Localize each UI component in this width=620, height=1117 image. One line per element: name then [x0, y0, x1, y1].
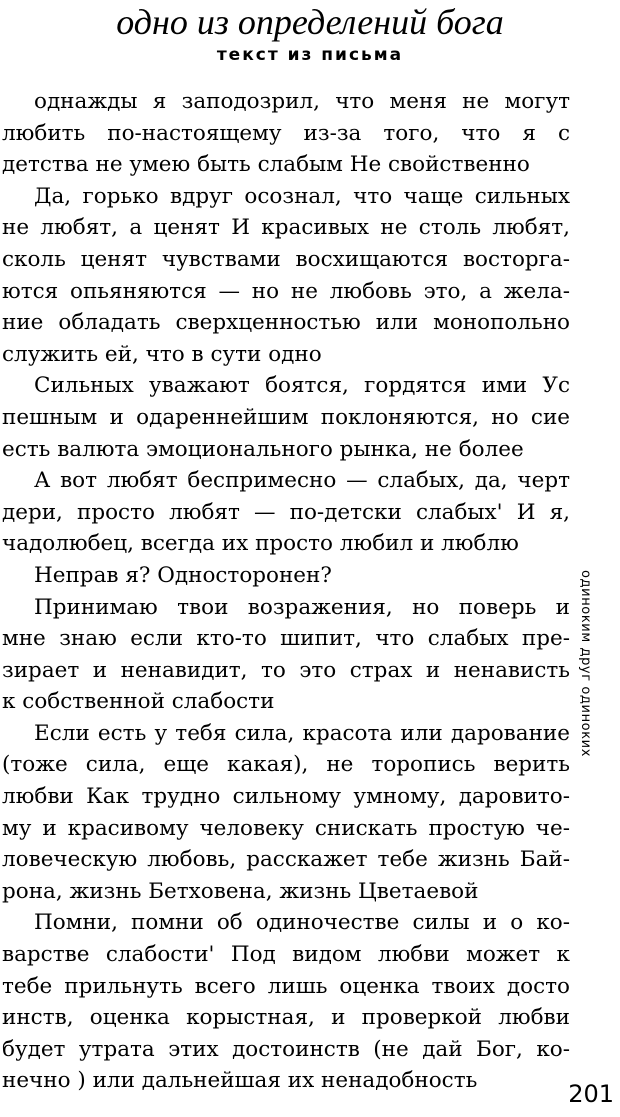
text-line: мне знаю если кто-то шипит, что слабых пре-: [2, 626, 570, 652]
text-line: Сильных уважают боятся, гордятся ими Ус: [34, 373, 570, 399]
text-line: ются опьяняются — но не любовь это, а жела-: [2, 278, 570, 304]
text-line: инств, оценка корыстная, и проверкой любви: [2, 1005, 570, 1031]
text-line: служить ей, что в сути одно: [2, 341, 322, 367]
text-line: Если есть у тебя сила, красота или дарование: [34, 720, 570, 746]
text-line: любви Как трудно сильному умному, даровито-: [2, 784, 570, 810]
text-line: Да, горько вдруг осознал, что чаще сильных: [34, 183, 570, 209]
text-line: пешным и одареннейшим поклоняются, но сие: [2, 404, 570, 430]
text-line: любить по-настоящему из-за того, что я с: [2, 120, 570, 146]
text-line: есть валюта эмоционального рынка, не более: [2, 436, 524, 462]
text-line: однажды я заподозрил, что меня не могут: [34, 89, 570, 114]
text-line: чадолюбец, всегда их просто любил и люблю: [2, 531, 519, 557]
page-number: 201: [568, 1080, 614, 1108]
text-line: варстве слабости' Под видом любви может к: [2, 942, 570, 968]
text-line: рона, жизнь Бетховена, жизнь Цветаевой: [2, 878, 479, 904]
text-line: нечно ) или дальнейшая их ненадобность: [2, 1068, 478, 1094]
text-line: не любят, а ценят И красивых не столь любят,: [2, 215, 570, 241]
text-line: сколь ценят чувствами восхищаются восторга-: [2, 246, 570, 272]
text-line: Принимаю твои возражения, но поверь и: [34, 594, 570, 620]
text-line: ловеческую любовь, расскажет тебе жизнь Бай-: [2, 847, 570, 873]
text-line: дери, просто любят — по-детски слабых' И я,: [2, 499, 570, 525]
text-line: ние обладать сверхценностью или монопольно: [2, 310, 570, 336]
text-line: Помни, помни об одиночестве силы и о ко-: [34, 910, 570, 936]
text-line: будет утрата этих достоинств (не дай Бог, ко-: [2, 1036, 570, 1062]
text-line: му и красивому человеку снискать простую че-: [2, 815, 570, 841]
page-subtitle: текст из письма: [216, 45, 404, 65]
body-text: [2, 86, 570, 1097]
text-line: тебе прильнуть всего лишь оценка твоих досто: [2, 973, 570, 999]
text-line: зирает и ненавидит, то это страх и ненависть: [2, 657, 570, 683]
text-line: (тоже сила, еще какая), не торопись верить: [2, 752, 570, 778]
running-head: одиноким друг одиноких: [578, 570, 593, 758]
text-line: к собственной слабости: [2, 689, 275, 715]
text-line: Неправ я? Односторонен?: [34, 562, 332, 588]
text-line: детства не умею быть слабым Не свойственно: [2, 152, 530, 178]
text-line: А вот любят беспримесно — слабых, да, черт: [34, 468, 570, 494]
page-title: одно из определений бога: [116, 2, 504, 42]
